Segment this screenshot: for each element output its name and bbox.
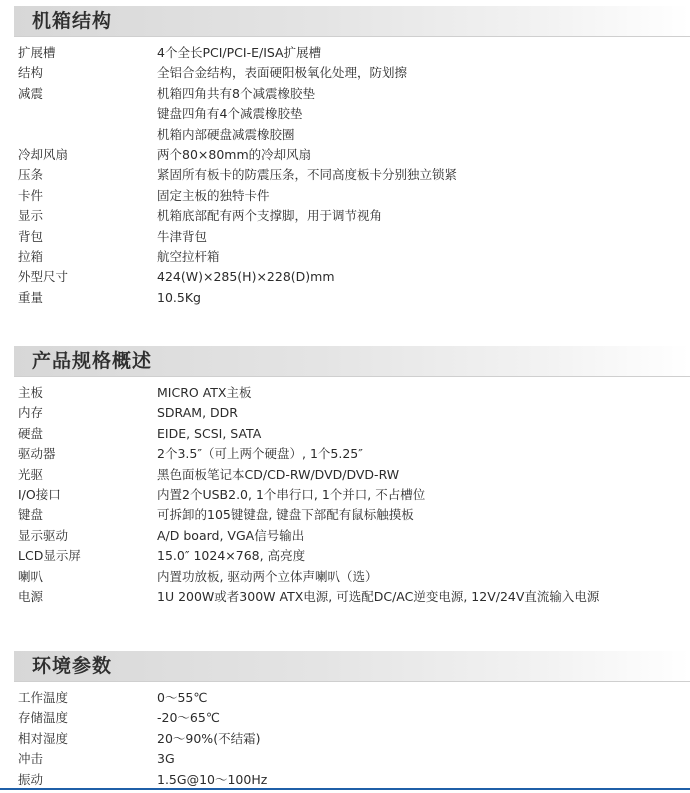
spec-value: 固定主板的独特卡件	[157, 187, 270, 203]
spec-value: 内置功放板, 驱动两个立体声喇叭（选）	[157, 568, 378, 584]
spec-row	[0, 567, 690, 587]
spec-value: SDRAM, DDR	[157, 405, 238, 421]
section-chassis-structure	[0, 6, 690, 308]
section-header	[14, 346, 690, 376]
spec-value: 全铝合金结构，表面硬阳极氧化处理，防划擦	[157, 65, 408, 81]
spec-label: 主板	[18, 385, 44, 400]
spec-label: LCD显示屏	[18, 548, 81, 564]
spec-label: 扩展槽	[18, 45, 56, 60]
spec-row	[0, 688, 690, 708]
section-header	[14, 651, 690, 681]
spec-value: MICRO ATX主板	[157, 385, 252, 400]
section-divider	[14, 681, 690, 682]
section-title: 机箱结构	[32, 10, 113, 32]
spec-row	[0, 708, 690, 728]
section-product-specs	[0, 346, 690, 607]
bottom-rule	[0, 788, 690, 790]
spec-row	[0, 485, 690, 505]
spec-list	[0, 383, 690, 607]
spec-list	[0, 688, 690, 790]
spec-label: 冷却风扇	[18, 146, 69, 162]
spec-row	[0, 403, 690, 423]
spec-row	[0, 206, 690, 226]
spec-value: 机箱内部硬盘减震橡胶圈	[157, 126, 295, 142]
spec-label: 拉箱	[18, 248, 44, 264]
spec-label: 压条	[18, 167, 44, 183]
spec-label: 结构	[18, 65, 44, 81]
spec-label: 电源	[18, 588, 44, 604]
spec-row	[0, 383, 690, 403]
spec-row	[0, 424, 690, 444]
spec-value: 两个80×80mm的冷却风扇	[157, 146, 312, 162]
spec-label: 内存	[18, 405, 44, 421]
spec-row	[0, 247, 690, 267]
spec-label: 振动	[18, 771, 44, 787]
spec-label: 硬盘	[18, 425, 44, 441]
spec-row	[0, 267, 690, 287]
spec-value: 3G	[157, 751, 175, 767]
spec-value: A/D board, VGA信号输出	[157, 527, 305, 543]
spec-label: 卡件	[18, 187, 44, 203]
spec-row	[0, 749, 690, 769]
spec-list	[0, 43, 690, 308]
spec-label: 光驱	[18, 466, 44, 482]
spec-row	[0, 165, 690, 185]
spec-value: 10.5Kg	[157, 289, 201, 305]
spec-value: 机箱底部配有两个支撑脚，用于调节视角	[157, 208, 383, 224]
section-divider	[14, 376, 690, 377]
spec-value: 机箱四角共有8个减震橡胶垫	[157, 85, 315, 101]
spec-label: 喇叭	[18, 568, 44, 584]
spec-row	[0, 526, 690, 546]
spec-row	[0, 186, 690, 206]
spec-value: 15.0″ 1024×768, 高亮度	[157, 548, 306, 564]
spec-value: 紧固所有板卡的防震压条，不同高度板卡分别独立锁紧	[157, 167, 458, 183]
spec-label: 显示	[18, 208, 44, 224]
spec-value: 4个全长PCI/PCI-E/ISA扩展槽	[157, 45, 322, 60]
spec-row	[0, 43, 690, 63]
spec-value: 2个3.5″（可上两个硬盘）, 1个5.25″	[157, 446, 363, 462]
spec-row	[0, 444, 690, 464]
spec-row	[0, 546, 690, 566]
section-title: 产品规格概述	[32, 350, 153, 372]
spec-label: 重量	[18, 289, 44, 305]
spec-label: 相对湿度	[18, 730, 69, 746]
spec-label: 外型尺寸	[18, 269, 69, 285]
spec-value: 1U 200W或者300W ATX电源, 可选配DC/AC逆变电源, 12V/24V直流输入电源	[157, 588, 600, 604]
spec-row	[0, 587, 690, 607]
spec-label: 驱动器	[18, 446, 56, 462]
spec-value: EIDE, SCSI, SATA	[157, 425, 262, 441]
section-title: 环境参数	[32, 655, 113, 677]
spec-value: 键盘四角有4个减震橡胶垫	[157, 106, 303, 122]
spec-value: 1.5G@10～100Hz	[157, 771, 268, 787]
spec-value: 可拆卸的105键键盘, 键盘下部配有鼠标触摸板	[157, 507, 414, 523]
section-environment	[0, 651, 690, 790]
spec-value: 黑色面板笔记本CD/CD-RW/DVD/DVD-RW	[157, 466, 400, 482]
spec-row	[0, 770, 690, 790]
spec-value: 内置2个USB2.0, 1个串行口, 1个并口, 不占槽位	[157, 486, 426, 502]
spec-row	[0, 288, 690, 308]
spec-value: -20～65℃	[157, 710, 220, 726]
spec-value: 0～55℃	[157, 690, 208, 705]
spec-row	[0, 227, 690, 247]
spec-value: 航空拉杆箱	[157, 248, 220, 264]
spec-label: 存储温度	[18, 710, 69, 726]
spec-row	[0, 125, 690, 145]
spec-label: I/O接口	[18, 486, 61, 502]
spec-row	[0, 84, 690, 104]
spec-row	[0, 465, 690, 485]
spec-row	[0, 505, 690, 525]
spec-row	[0, 63, 690, 83]
spec-value: 424(W)×285(H)×228(D)mm	[157, 269, 335, 285]
spec-row	[0, 104, 690, 124]
spec-label: 背包	[18, 228, 44, 244]
spec-label: 工作温度	[18, 690, 69, 705]
spec-value: 20～90%(不结霜)	[157, 730, 261, 746]
spec-row	[0, 729, 690, 749]
spec-value: 牛津背包	[157, 228, 208, 244]
spec-label: 键盘	[18, 507, 44, 523]
spec-label: 显示驱动	[18, 527, 69, 543]
section-divider	[14, 36, 690, 37]
spec-row	[0, 145, 690, 165]
spec-label: 冲击	[18, 751, 44, 767]
section-header	[14, 6, 690, 36]
spec-label: 减震	[18, 85, 44, 101]
